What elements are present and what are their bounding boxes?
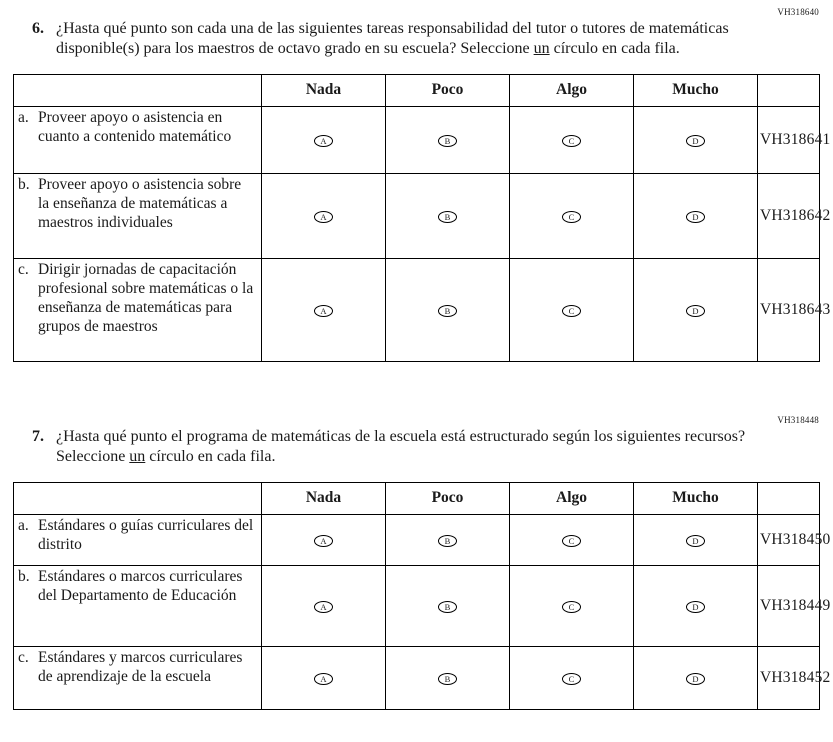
column-header-algo: Algo bbox=[510, 483, 634, 515]
row-code: VH318450 bbox=[758, 515, 820, 566]
answer-oval-d[interactable]: D bbox=[686, 211, 705, 223]
option-cell-poco bbox=[386, 259, 510, 362]
table-row bbox=[14, 259, 820, 362]
option-cell-nada bbox=[262, 515, 386, 566]
column-header-nada: Nada bbox=[262, 483, 386, 515]
option-cell-nada bbox=[262, 647, 386, 710]
option-cell-poco bbox=[386, 515, 510, 566]
header-empty-code bbox=[758, 75, 820, 107]
row-stem bbox=[14, 566, 262, 647]
option-cell-poco bbox=[386, 107, 510, 174]
answer-oval-d[interactable]: D bbox=[686, 135, 705, 147]
row-letter: a. bbox=[18, 109, 29, 127]
answer-oval-c[interactable]: C bbox=[562, 601, 581, 613]
option-cell-nada bbox=[262, 107, 386, 174]
option-cell-algo bbox=[510, 647, 634, 710]
question6 bbox=[32, 19, 793, 58]
row-stem bbox=[14, 259, 262, 362]
column-header-poco: Poco bbox=[386, 483, 510, 515]
row-letter: c. bbox=[18, 649, 29, 667]
question7 bbox=[32, 427, 793, 466]
option-cell-mucho bbox=[634, 647, 758, 710]
option-cell-algo bbox=[510, 259, 634, 362]
question6-suffix: círculo en cada fila. bbox=[549, 39, 680, 57]
table-row bbox=[14, 566, 820, 647]
question7-text bbox=[56, 427, 778, 466]
option-cell-nada bbox=[262, 259, 386, 362]
option-cell-poco bbox=[386, 174, 510, 259]
row-code: VH318641 bbox=[758, 107, 820, 174]
row-letter: a. bbox=[18, 517, 29, 535]
option-cell-algo bbox=[510, 174, 634, 259]
row-label: Estándares y marcos curriculares de aprendizaje de la escuela bbox=[38, 649, 243, 685]
answer-oval-c[interactable]: C bbox=[562, 535, 581, 547]
answer-oval-c[interactable]: C bbox=[562, 305, 581, 317]
header-empty-stem bbox=[14, 75, 262, 107]
section-gap bbox=[0, 362, 833, 408]
answer-oval-a[interactable]: A bbox=[314, 211, 333, 223]
row-letter: b. bbox=[18, 176, 30, 194]
question7-number: 7. bbox=[32, 428, 44, 446]
table-header-row bbox=[14, 75, 820, 107]
header-empty-stem bbox=[14, 483, 262, 515]
question6-text bbox=[56, 19, 778, 58]
question6-emphasis-un: un bbox=[533, 39, 550, 57]
answer-oval-b[interactable]: B bbox=[438, 673, 457, 685]
column-header-mucho: Mucho bbox=[634, 483, 758, 515]
answer-oval-d[interactable]: D bbox=[686, 305, 705, 317]
answer-oval-a[interactable]: A bbox=[314, 673, 333, 685]
row-stem bbox=[14, 174, 262, 259]
row-stem bbox=[14, 107, 262, 174]
table-row bbox=[14, 174, 820, 259]
answer-oval-d[interactable]: D bbox=[686, 535, 705, 547]
column-header-nada: Nada bbox=[262, 75, 386, 107]
answer-oval-b[interactable]: B bbox=[438, 535, 457, 547]
row-label: Estándares o marcos curriculares del Departamento de Educación bbox=[38, 568, 243, 604]
option-cell-nada bbox=[262, 174, 386, 259]
question6-number: 6. bbox=[32, 20, 44, 37]
question7-accession-code: VH318448 bbox=[777, 415, 819, 426]
answer-oval-c[interactable]: C bbox=[562, 673, 581, 685]
answer-oval-b[interactable]: B bbox=[438, 601, 457, 613]
answer-oval-b[interactable]: B bbox=[438, 211, 457, 223]
table-row bbox=[14, 515, 820, 566]
option-cell-mucho bbox=[634, 515, 758, 566]
row-code: VH318643 bbox=[758, 259, 820, 362]
row-label: Proveer apoyo o asistencia sobre la enseñanza de matemáticas a maestros individuales bbox=[38, 176, 242, 231]
header-empty-code bbox=[758, 483, 820, 515]
row-code: VH318452 bbox=[758, 647, 820, 710]
answer-oval-c[interactable]: C bbox=[562, 135, 581, 147]
option-cell-algo bbox=[510, 515, 634, 566]
column-header-mucho: Mucho bbox=[634, 75, 758, 107]
row-label: Estándares o guías curriculares del distrito bbox=[38, 517, 254, 553]
answer-oval-a[interactable]: A bbox=[314, 601, 333, 613]
answer-oval-b[interactable]: B bbox=[438, 135, 457, 147]
answer-oval-d[interactable]: D bbox=[686, 601, 705, 613]
answer-oval-d[interactable]: D bbox=[686, 673, 705, 685]
column-header-algo: Algo bbox=[510, 75, 634, 107]
answer-oval-b[interactable]: B bbox=[438, 305, 457, 317]
row-stem bbox=[14, 515, 262, 566]
option-cell-poco bbox=[386, 647, 510, 710]
row-letter: c. bbox=[18, 261, 29, 279]
option-cell-nada bbox=[262, 566, 386, 647]
table-row bbox=[14, 107, 820, 174]
answer-oval-a[interactable]: A bbox=[314, 535, 333, 547]
question7-suffix: círculo en cada fila. bbox=[145, 447, 276, 465]
question6-response-table bbox=[13, 74, 831, 362]
option-cell-algo bbox=[510, 107, 634, 174]
answer-oval-c[interactable]: C bbox=[562, 211, 581, 223]
option-cell-mucho bbox=[634, 259, 758, 362]
row-stem bbox=[14, 647, 262, 710]
option-cell-mucho bbox=[634, 174, 758, 259]
row-code: VH318449 bbox=[758, 566, 820, 647]
option-cell-mucho bbox=[634, 107, 758, 174]
question7-response-table bbox=[13, 482, 831, 710]
row-letter: b. bbox=[18, 568, 30, 586]
table-row bbox=[14, 647, 820, 710]
answer-oval-a[interactable]: A bbox=[314, 305, 333, 317]
question7-prompt: ¿Hasta qué punto el programa de matemáticas de la escuela está estructurado según los siguientes recursos? Seleccione bbox=[56, 428, 746, 465]
column-header-poco: Poco bbox=[386, 75, 510, 107]
question7-emphasis-un: un bbox=[129, 447, 146, 465]
row-label: Dirigir jornadas de capacitación profesional sobre matemáticas o la enseñanza de matemáticas para grupos de maestros bbox=[38, 261, 254, 335]
option-cell-poco bbox=[386, 566, 510, 647]
row-label: Proveer apoyo o asistencia en cuanto a contenido matemático bbox=[38, 109, 232, 145]
row-code: VH318642 bbox=[758, 174, 820, 259]
option-cell-algo bbox=[510, 566, 634, 647]
answer-oval-a[interactable]: A bbox=[314, 135, 333, 147]
table-header-row bbox=[14, 483, 820, 515]
option-cell-mucho bbox=[634, 566, 758, 647]
question6-prompt: ¿Hasta qué punto son cada una de las siguientes tareas responsabilidad del tutor o tutores de matemáticas disponible(s) para los maestros de octavo grado en su escuela? Seleccione bbox=[56, 20, 729, 57]
question6-accession-code: VH318640 bbox=[777, 7, 819, 17]
